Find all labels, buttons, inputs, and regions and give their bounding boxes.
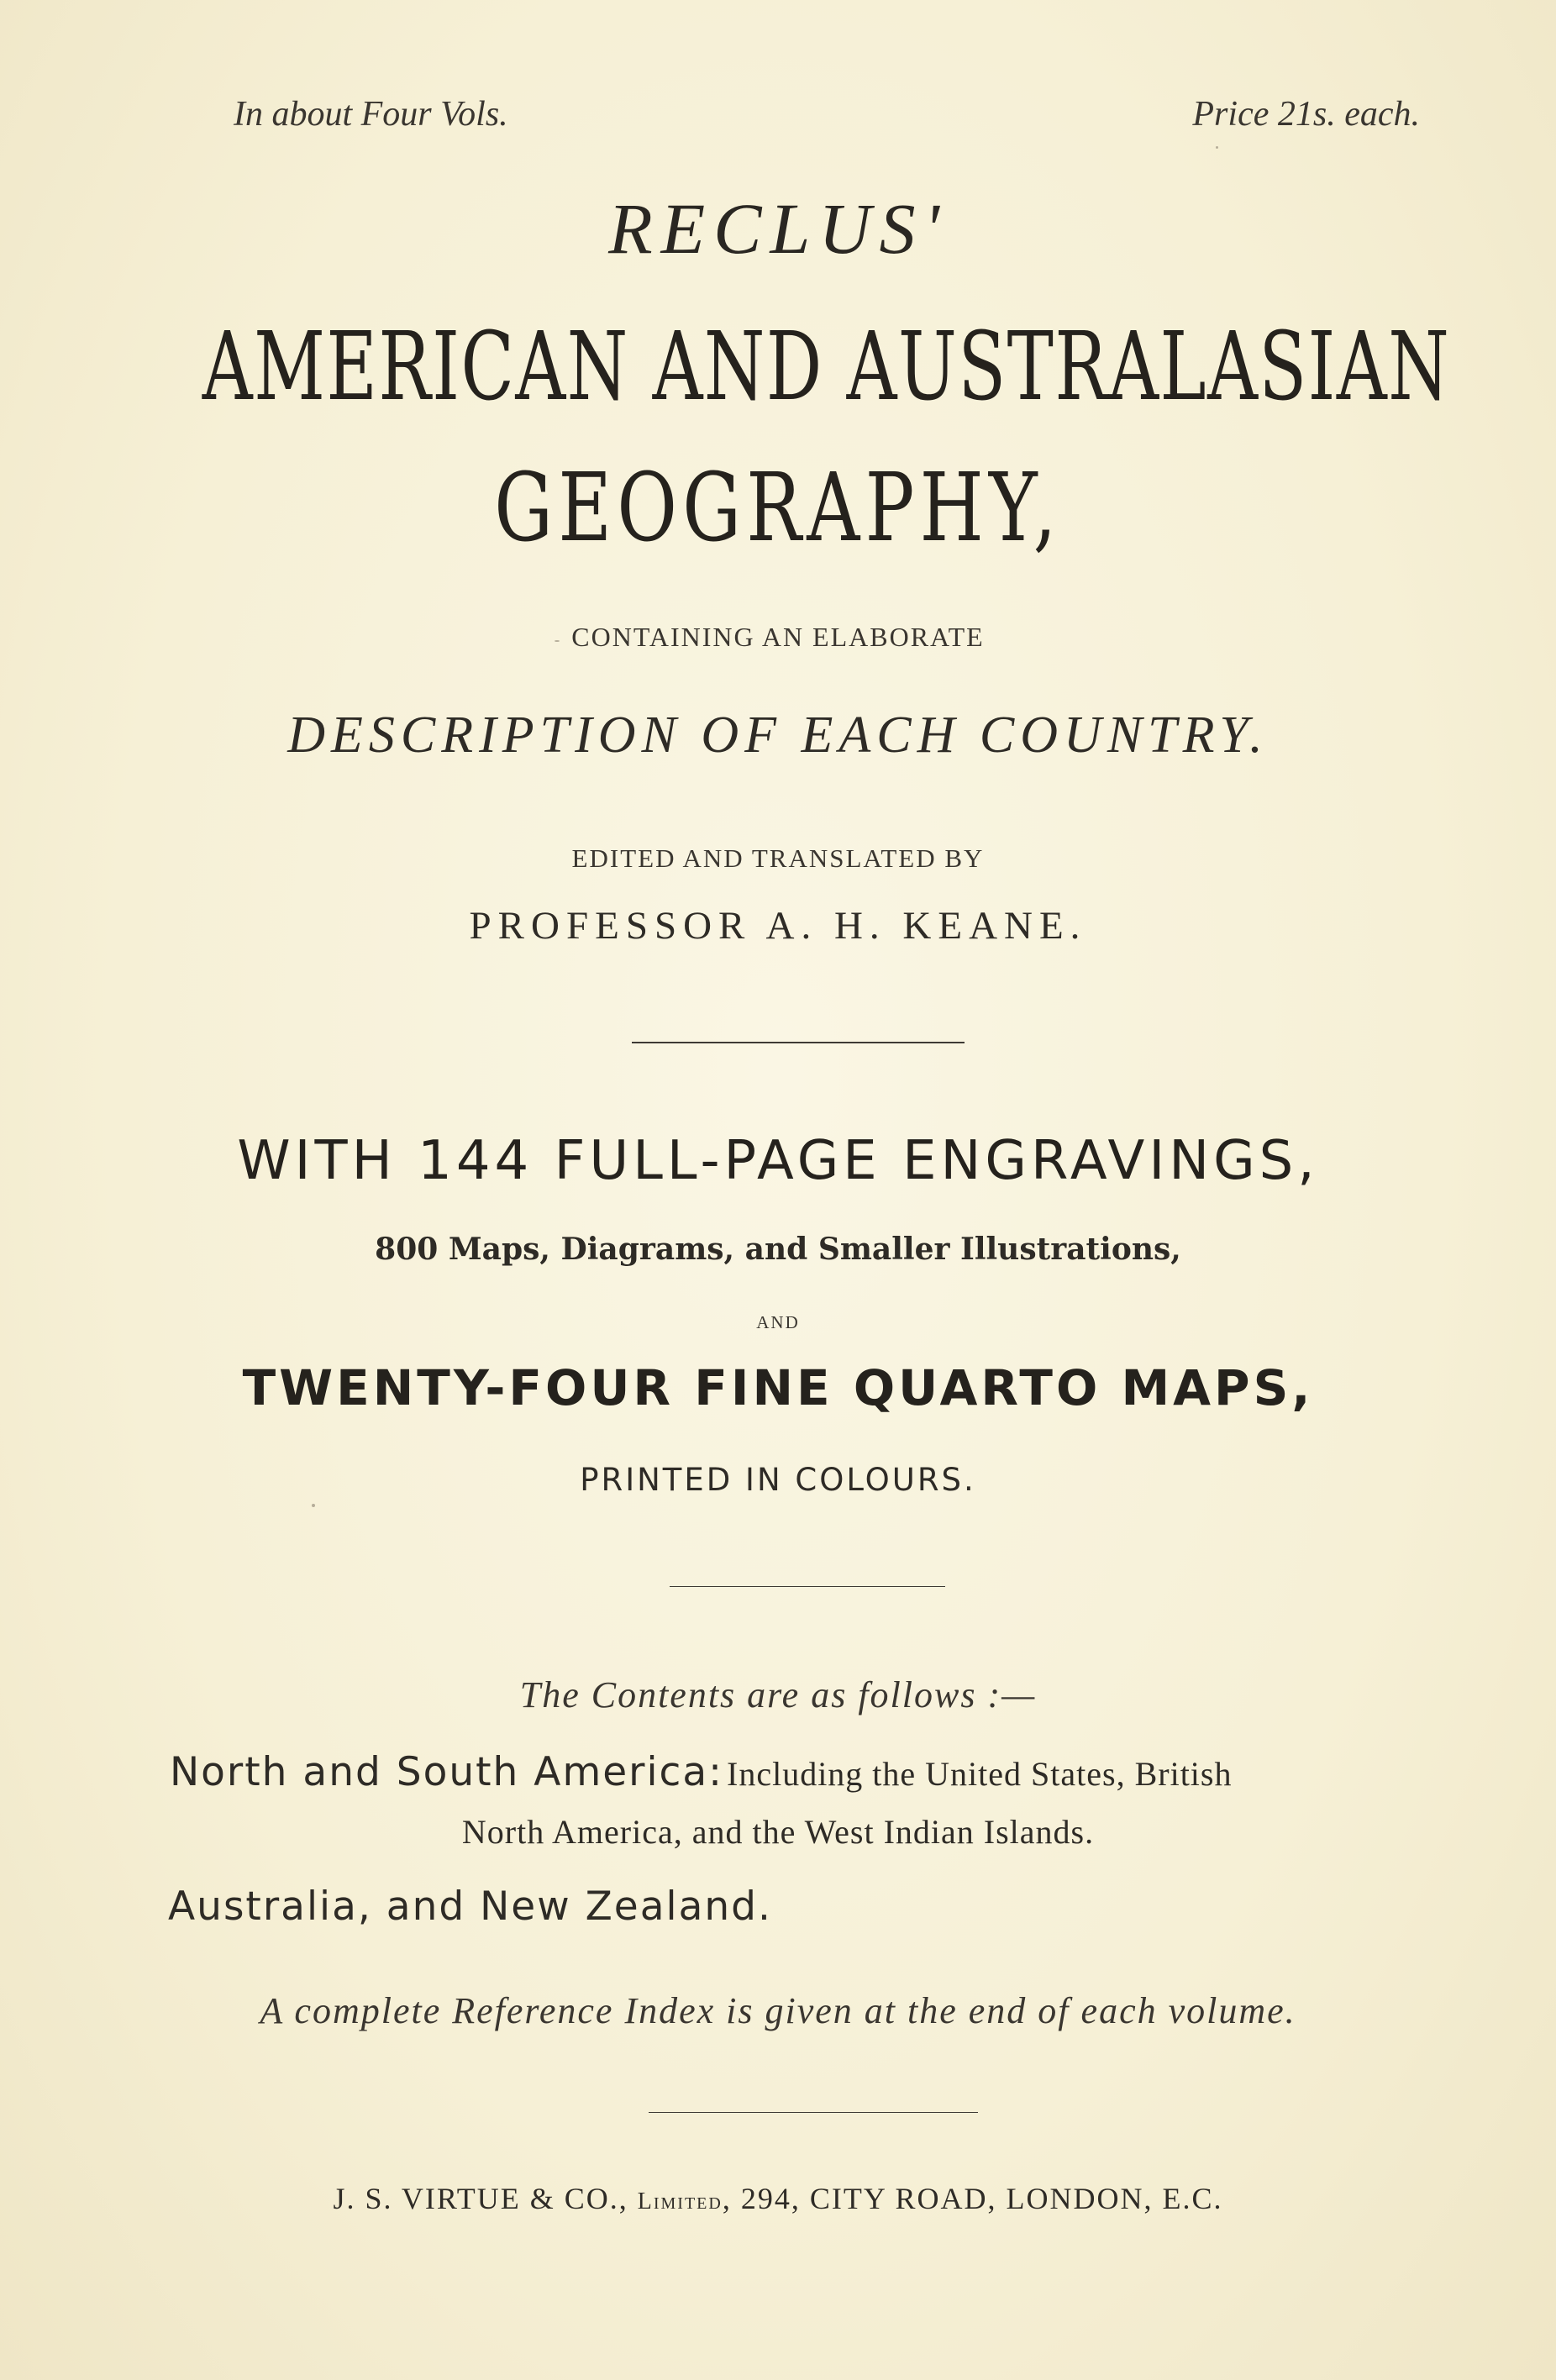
description-line: DESCRIPTION OF EACH COUNTRY. [287,707,1269,764]
publisher-name: J. S. VIRTUE & CO., [333,2182,638,2215]
and-line: AND [756,1312,800,1332]
divider-rule [670,1586,945,1587]
americas-heading: North and South America: [170,1749,723,1795]
printed-colours-line: PRINTED IN COLOURS. [580,1462,976,1498]
book-title-line-2: GEOGRAPHY, [494,454,1062,563]
divider-rule [649,2112,978,2113]
americas-detail-continued: North America, and the West Indian Islands. [461,1813,1095,1851]
engravings-line: WITH 144 FULL-PAGE ENGRAVINGS, [237,1130,1319,1192]
quarto-maps-line: TWENTY-FOUR FINE QUARTO MAPS, [242,1359,1314,1416]
divider-rule [632,1042,965,1043]
editor-name: PROFESSOR A. H. KEANE. [469,904,1087,948]
contents-item-australia: Australia, and New Zealand. [168,1884,772,1930]
containing-line: CONTAINING AN ELABORATE [571,622,985,652]
americas-detail: Including the United States, British [727,1755,1233,1793]
index-note: A complete Reference Index is given at the end of each volume. [260,1990,1296,2031]
publisher-limited: Limited [637,2188,723,2215]
contents-intro: The Contents are as follows :— [519,1674,1037,1715]
book-title-line-1: AMERICAN AND AUSTRALASIAN [202,313,1451,422]
paper-speck [555,640,560,642]
maps-line: 800 Maps, Diagrams, and Smaller Illustrations, [375,1232,1181,1267]
volumes-note: In about Four Vols. [234,95,508,134]
price-note: Price 21s. each. [1192,95,1420,134]
contents-item-americas [170,1749,1233,1795]
paper-speck [1216,146,1218,149]
author-title: RECLUS' [608,188,948,269]
publisher-imprint [0,2181,1556,2216]
editor-credit: EDITED AND TRANSLATED BY [571,843,985,873]
paper-speck [312,1504,315,1507]
publisher-address: , 294, CITY ROAD, LONDON, E.C. [722,2182,1223,2215]
